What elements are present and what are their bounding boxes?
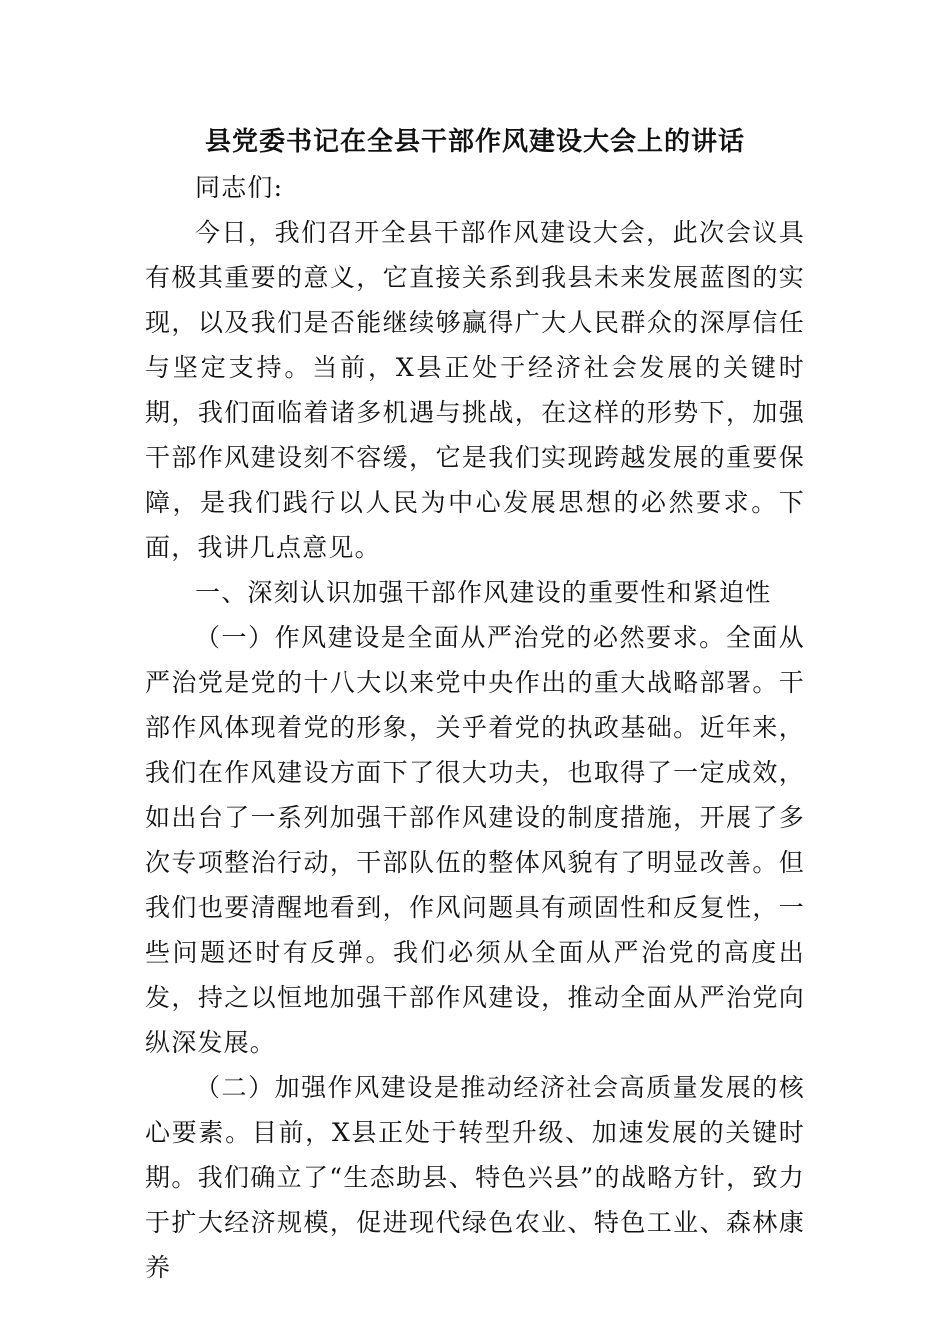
document-body	[145, 165, 805, 1290]
document-title: 县党委书记在全县干部作风建设大会上的讲话	[204, 127, 745, 157]
greeting: 同志们:	[195, 173, 284, 202]
paragraph-intro: 今日，我们召开全县干部作风建设大会，此次会议具有极其重要的意义，它直接关系到我县未来发展蓝图的实现，以及我们是否能继续够赢得广大人民群众的深厚信任与坚定支持。当前，X县正处于经济社会发展的关键时期，我们面临着诸多机遇与挑战，在这样的形势下，加强干部作风建设刻不容缓，它是我们实现跨越发展的重要保障，是我们践行以人民为中心发展思想的必然要求。下面，我讲几点意见。	[145, 218, 805, 562]
paragraph-1-1: （一）作风建设是全面从严治党的必然要求。全面从严治党是党的十八大以来党中央作出的重大战略部署。干部作风体现着党的形象，关乎着党的执政基础。近年来，我们在作风建设方面下了很大功夫，也取得了一定成效，如出台了一系列加强干部作风建设的制度措施，开展了多次专项整治行动，干部队伍的整体风貌有了明显改善。但我们也要清醒地看到，作风问题具有顽固性和反复性，一些问题还时有反弹。我们必须从全面从严治党的高度出发，持之以恒地加强干部作风建设，推动全面从严治党向纵深发展。	[145, 623, 805, 1057]
section-heading-1: 一、深刻认识加强干部作风建设的重要性和紧迫性	[195, 578, 772, 607]
paragraph-1-2: （二）加强作风建设是推动经济社会高质量发展的核心要素。目前，X县正处于转型升级、加速发展的关键时期。我们确立了“生态助县、特色兴县”的战略方针，致力于扩大经济规模，促进现代绿色农业、特色工业、森林康养	[145, 1073, 805, 1282]
